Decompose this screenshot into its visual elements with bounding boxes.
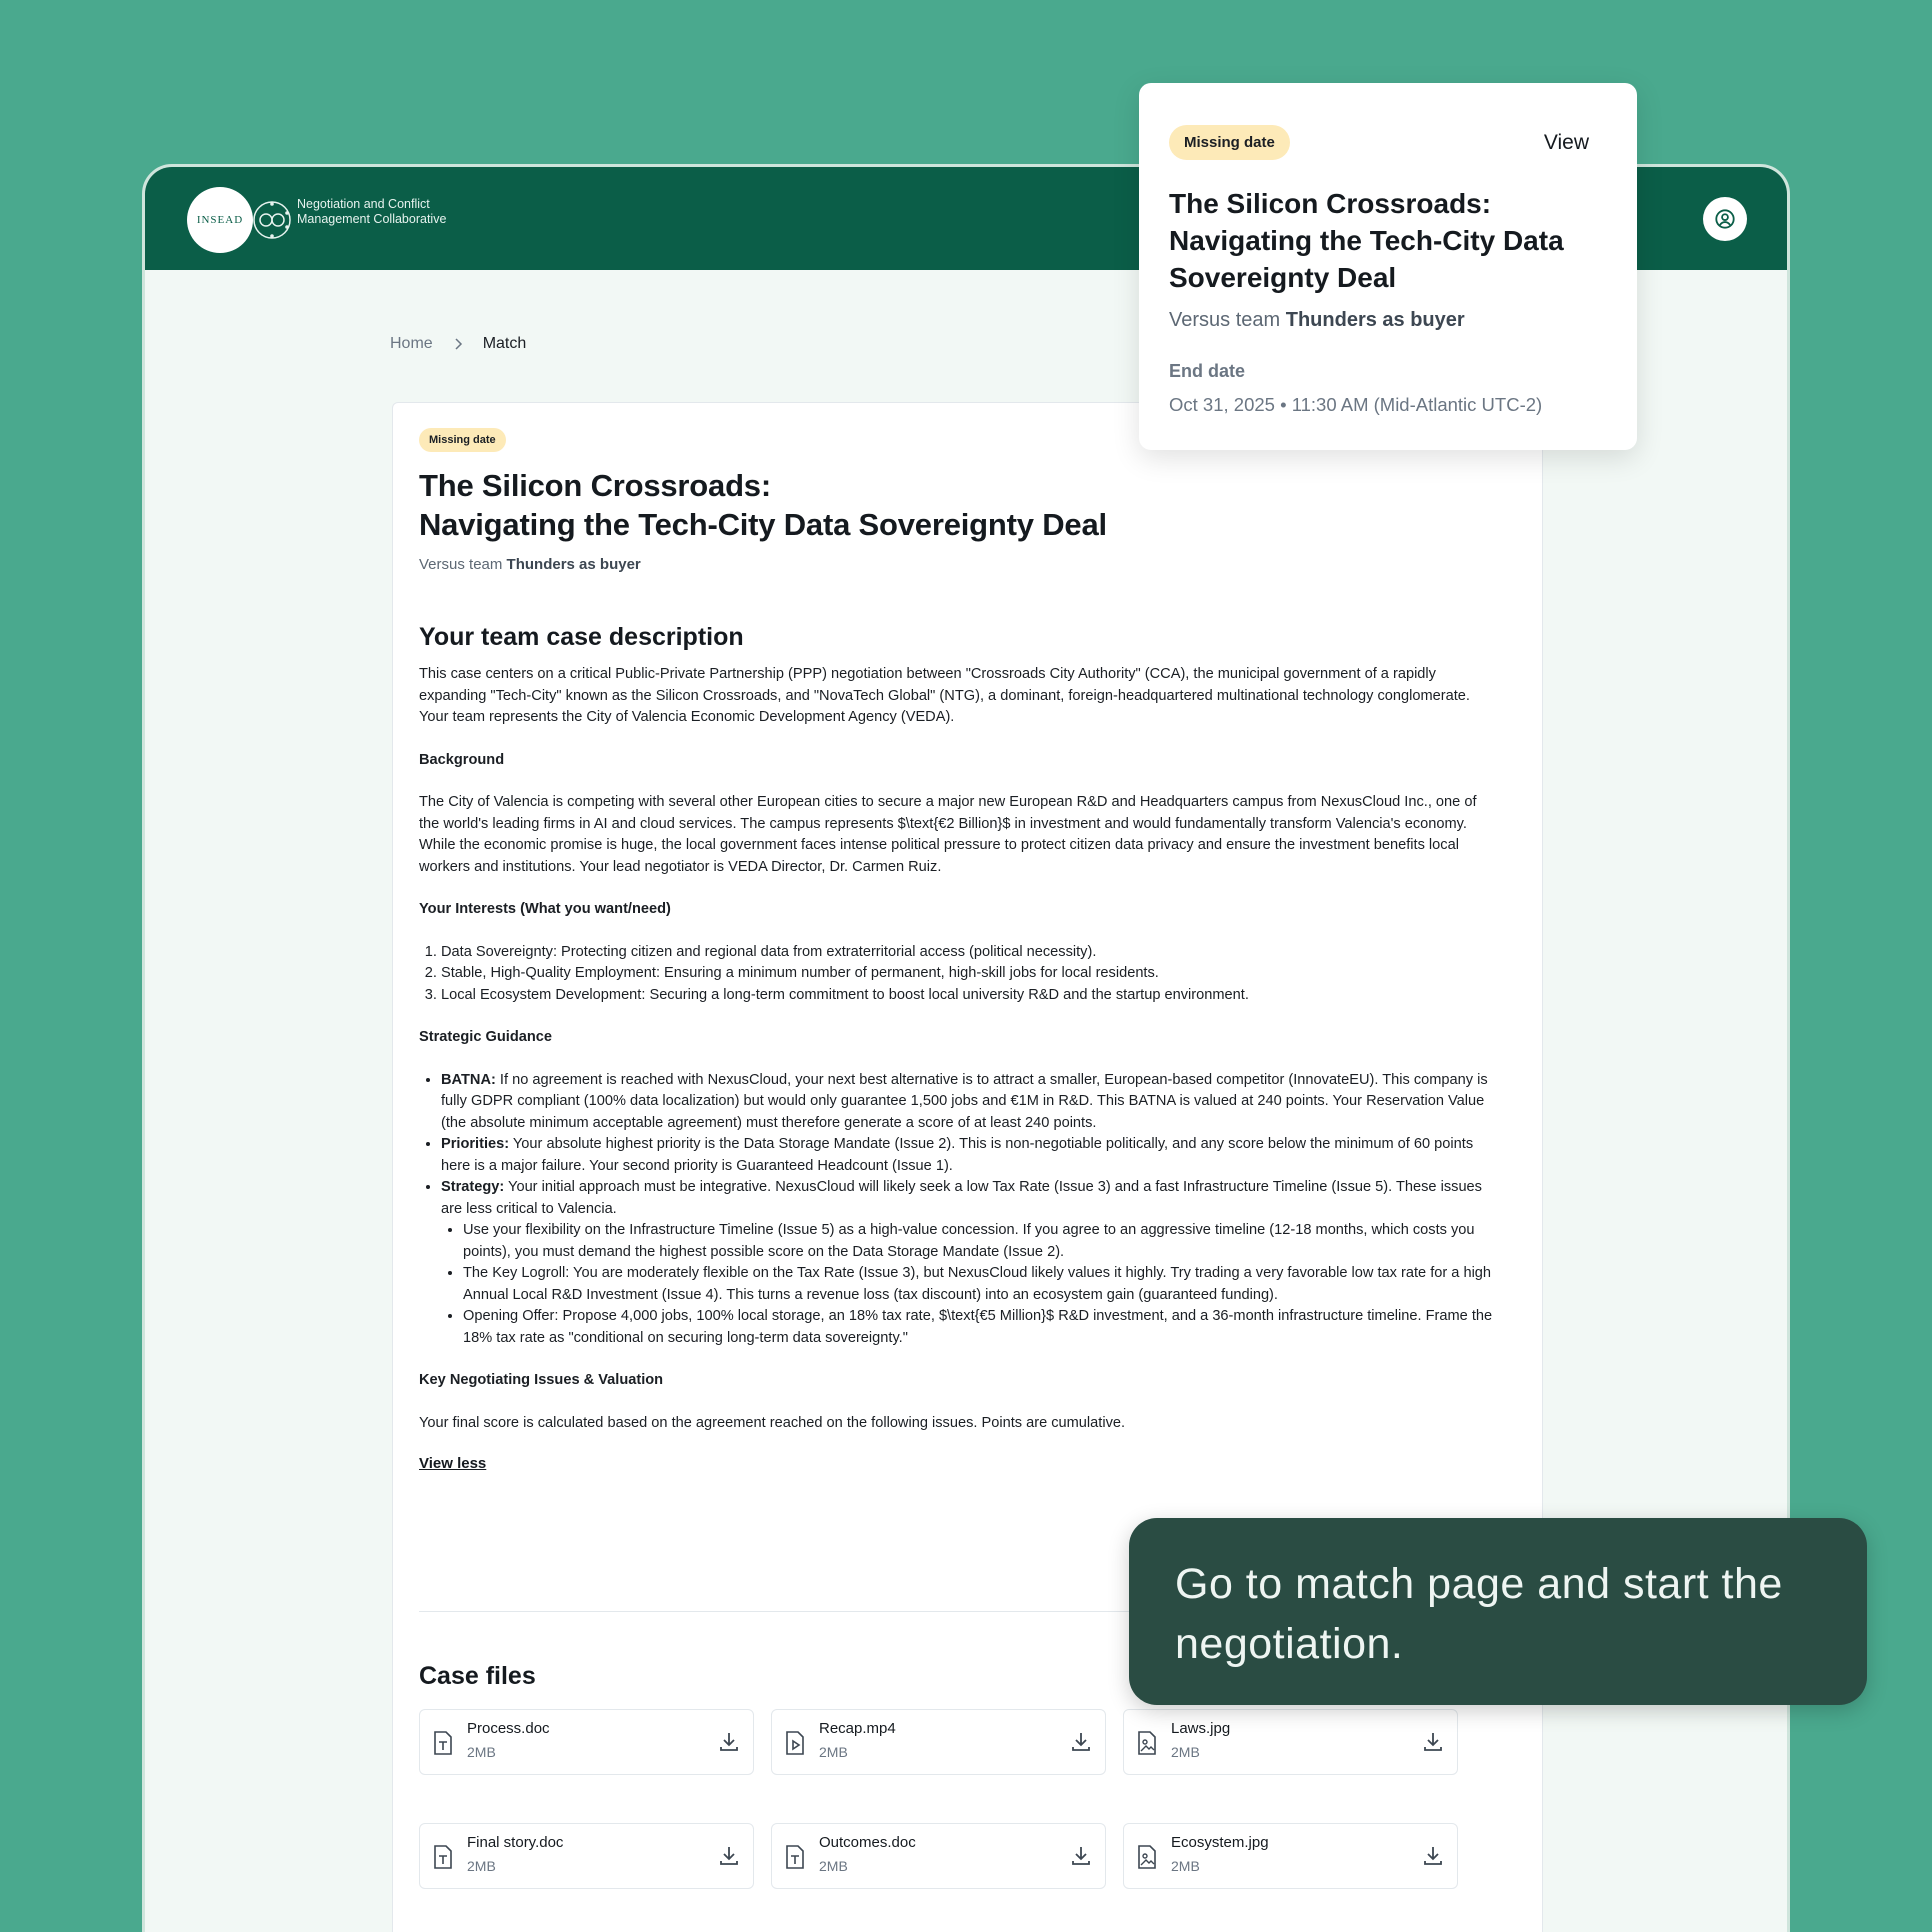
list-item: • Opening Offer: Propose 4,000 jobs, 100% local storage, an 18% tax rate, $\text{€5 Million}$ R&D investment, and a 36-month infrastructure timeline. Frame the 18% tax rate as "conditional on securing long-term data sovereignty." [463,1306,1499,1349]
file-size: 2MB [819,1858,848,1874]
end-date-label: End date [1169,361,1246,381]
view-button[interactable]: View [1543,131,1589,154]
issues-heading: Key Negotiating Issues & Valuation [419,1372,664,1388]
list-item [441,1134,1499,1177]
title-line-2: Navigating the Tech-City Data Sovereignty Deal [419,507,1107,542]
page-title [419,466,1499,544]
file-name: Process.doc [467,1720,550,1737]
doc-icon [432,1844,454,1870]
file-card[interactable] [419,1823,754,1889]
image-file-icon [1136,1844,1158,1870]
user-profile-button[interactable] [1703,197,1747,241]
status-badge: Missing date [419,428,506,452]
versus-prefix: Versus team [1169,309,1281,331]
file-name: Laws.jpg [1171,1720,1231,1737]
download-icon[interactable] [1069,1844,1093,1868]
guidance-list [441,1070,1499,1350]
image-file-icon [1136,1730,1158,1756]
list-item [441,1070,1499,1135]
intro-paragraph: This case centers on a critical Public-Private Partnership (PPP) negotiation between "Crossroads City Authority" (CCA), the municipal government of a rapidly expanding "Tech-City" known as the Silicon Crossroads, and "NovaTech Global" (NTG), a dominant, foreign-headquartered multinational technology conglomerate. Your team represents the City of Valencia Economic Development Agency (VEDA). [419,666,1470,725]
chevron-right-icon [453,337,463,351]
org-name: Negotiation and Conflict Management Collaborative [297,197,447,226]
download-icon[interactable] [717,1844,741,1868]
file-name: Outcomes.doc [819,1834,916,1851]
strategy-sublist [463,1220,1499,1349]
list-item: 2. Stable, High-Quality Employment: Ensuring a minimum number of permanent, high-skill jobs for local residents. [441,963,1499,985]
file-size: 2MB [1171,1744,1200,1760]
breadcrumb-current: Match [482,335,527,352]
case-description [419,664,1499,1434]
case-description-heading: Your team case description [419,623,744,651]
onboarding-tooltip [1129,1518,1867,1705]
download-icon[interactable] [717,1730,741,1754]
file-name: Recap.mp4 [819,1720,896,1737]
versus-team-name: Thunders as buyer [506,556,641,573]
doc-icon [432,1730,454,1756]
download-icon[interactable] [1421,1844,1445,1868]
case-files-grid [419,1709,1458,1889]
issues-paragraph: Your final score is calculated based on the agreement reached on the following issues. Points are cumulative. [419,1414,1126,1431]
priorities-text: Your absolute highest priority is the Data Storage Mandate (Issue 2). This is non-negotiable politically, and any score below the minimum of 60 points here is a major failure. Your second priority is Guaranteed Headcount (Issue 1). [441,1136,1474,1174]
versus-team [419,556,1499,573]
interests-heading: Your Interests (What you want/need) [419,901,671,917]
user-icon [1714,208,1736,230]
view-less-link[interactable]: View less [419,1455,487,1472]
file-card[interactable] [419,1709,754,1775]
file-name: Ecosystem.jpg [1171,1834,1269,1851]
tooltip-text: Go to match page and start the negotiation. [1175,1560,1783,1668]
batna-text: If no agreement is reached with NexusCloud, your next best alternative is to attract a smaller, European-based competitor (InnovateEU). This company is fully GDPR compliant (100% data localization) but would only guarantee 1,500 jobs and €1M in R&D. This BATNA is valued at 240 points. Your Reservation Value (the absolute minimum acceptable agreement) must therefore generate a score of at least 240 points. [441,1071,1488,1131]
list-item: 3. Local Ecosystem Development: Securing a long-term commitment to boost local university R&D and the startup environment. [441,985,1499,1007]
list-item [441,1177,1499,1349]
file-card[interactable] [1123,1823,1458,1889]
logo-text: INSEAD [196,214,244,226]
case-files-heading: Case files [419,1662,536,1690]
interests-list [441,942,1499,1007]
breadcrumb-home-link[interactable]: Home [390,335,433,352]
file-name: Final story.doc [467,1834,564,1851]
file-card[interactable] [771,1823,1106,1889]
list-item: 1. Data Sovereignty: Protecting citizen and regional data from extraterritorial access (political necessity). [441,942,1499,964]
background-heading: Background [419,751,505,768]
status-badge: Missing date [1169,125,1290,160]
download-icon[interactable] [1421,1730,1445,1754]
file-size: 2MB [467,1858,496,1874]
file-size: 2MB [819,1744,848,1760]
title-line-1: The Silicon Crossroads: [419,468,771,503]
file-card[interactable] [1123,1709,1458,1775]
download-icon[interactable] [1069,1730,1093,1754]
doc-icon [784,1844,806,1870]
file-size: 2MB [467,1744,496,1760]
priorities-label: Priorities: [441,1136,510,1152]
list-item: • Use your flexibility on the Infrastructure Timeline (Issue 5) as a high-value concession. If you agree to an aggressive timeline (12-18 months, which costs you points), you must demand the highest possible score on the Data Storage Mandate (Issue 2). [463,1220,1499,1263]
versus-team [1169,309,1465,332]
batna-label: BATNA: [441,1071,496,1088]
file-size: 2MB [1171,1858,1200,1874]
file-card[interactable] [771,1709,1106,1775]
end-date-value: Oct 31, 2025 • 11:30 AM (Mid-Atlantic UTC-2) [1169,394,1543,415]
breadcrumb [390,335,526,353]
guidance-heading: Strategic Guidance [419,1029,553,1045]
strategy-label: Strategy: [441,1179,505,1195]
insead-logo[interactable] [187,187,253,253]
versus-team-name: Thunders as buyer [1285,309,1465,331]
background-paragraph: The City of Valencia is competing with several other European cities to secure a major new European R&D and Headquarters campus from NexusCloud Inc., one of the world's leading firms in AI and cloud services. The campus represents $\text{€2 Billion}$ in investment and would fundamentally transform Valencia's economy. While the economic promise is huge, the local government faces intense political pressure to protect citizen data privacy and ensure the investment benefits local workers and institutions. Your lead negotiator is VEDA Director, Dr. Carmen Ruiz. [419,794,1477,875]
strategy-text: Your initial approach must be integrative. NexusCloud will likely seek a low Tax Rate (Issue 3) and a fast Infrastructure Timeline (Issue 5). These issues are less critical to Valencia. [441,1179,1482,1217]
match-popover [1139,83,1637,450]
collaborative-logo-icon [251,199,293,241]
list-item: • The Key Logroll: You are moderately flexible on the Tax Rate (Issue 3), but NexusCloud likely values it highly. Try trading a very favorable low tax rate for a high Annual Local R&D Investment (Issue 4). This turns a revenue loss (tax discount) into an ecosystem gain (guaranteed funding). [463,1263,1499,1306]
versus-prefix: Versus team [419,556,503,573]
video-file-icon [784,1730,806,1756]
popover-title: The Silicon Crossroads: Navigating the Tech-City Data Sovereignty Deal [1169,188,1564,293]
